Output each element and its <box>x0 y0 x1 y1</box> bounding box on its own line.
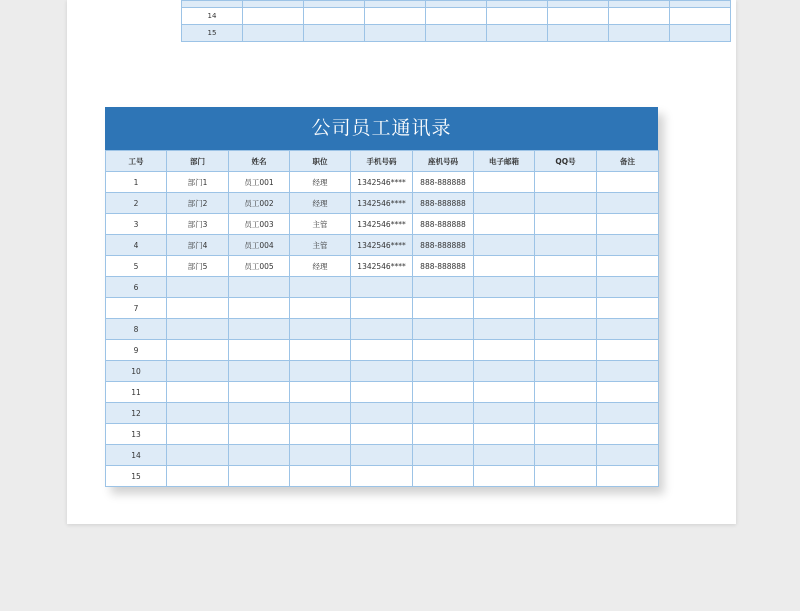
cell-mobile: 1342546**** <box>351 172 413 193</box>
cell-qq <box>535 298 597 319</box>
cell-phone <box>413 403 474 424</box>
cell-mobile: 1342546**** <box>351 193 413 214</box>
cell-role <box>290 319 351 340</box>
header-row <box>106 151 659 172</box>
cell-mobile: 1342546**** <box>351 256 413 277</box>
table-cell <box>670 8 731 25</box>
cell-note <box>597 319 659 340</box>
cell-id: 6 <box>106 277 167 298</box>
cell-email <box>474 382 535 403</box>
table-cell <box>243 25 304 42</box>
cell-note <box>597 172 659 193</box>
table-row <box>106 235 659 256</box>
cell-name <box>229 319 290 340</box>
cell-id: 12 <box>106 403 167 424</box>
cell-role <box>290 445 351 466</box>
cell-phone <box>413 445 474 466</box>
cell-dept: 部门1 <box>167 172 229 193</box>
cell-role <box>290 277 351 298</box>
cell-email <box>474 193 535 214</box>
table-row <box>106 319 659 340</box>
cell-qq <box>535 172 597 193</box>
cell-id: 13 <box>106 424 167 445</box>
table-cell <box>487 8 548 25</box>
cell-note <box>597 214 659 235</box>
table-cell <box>548 25 609 42</box>
cell-id: 9 <box>106 340 167 361</box>
cell-email <box>474 235 535 256</box>
cell-dept <box>167 382 229 403</box>
header-role: 职位 <box>290 151 351 172</box>
cell-id: 3 <box>106 214 167 235</box>
cell-role <box>290 361 351 382</box>
cell-dept <box>167 466 229 487</box>
table-cell <box>304 8 365 25</box>
table-row <box>106 361 659 382</box>
cell-email <box>474 256 535 277</box>
table-cell <box>365 8 426 25</box>
cell-dept <box>167 298 229 319</box>
cell-qq <box>535 445 597 466</box>
cell-mobile <box>351 319 413 340</box>
cell-name <box>229 277 290 298</box>
cell-role: 主管 <box>290 235 351 256</box>
cell-qq <box>535 403 597 424</box>
cell-phone <box>413 466 474 487</box>
header-phone: 座机号码 <box>413 151 474 172</box>
cell-mobile: 1342546**** <box>351 235 413 256</box>
cell-role: 经理 <box>290 193 351 214</box>
cell-note <box>597 403 659 424</box>
cell-role: 经理 <box>290 256 351 277</box>
table-cell <box>365 1 426 8</box>
header-mobile: 手机号码 <box>351 151 413 172</box>
table-cell <box>243 8 304 25</box>
table-row <box>106 277 659 298</box>
cell-id: 15 <box>106 466 167 487</box>
table-cell <box>548 8 609 25</box>
table-row <box>106 424 659 445</box>
cell-name <box>229 361 290 382</box>
cell-phone <box>413 319 474 340</box>
table-row <box>106 466 659 487</box>
cell-name <box>229 424 290 445</box>
cell-id: 4 <box>106 235 167 256</box>
table-cell <box>487 25 548 42</box>
cell-email <box>474 319 535 340</box>
table-row-cut <box>182 1 731 8</box>
cell-id: 7 <box>106 298 167 319</box>
header-name: 姓名 <box>229 151 290 172</box>
header-dept: 部门 <box>167 151 229 172</box>
cell-dept <box>167 424 229 445</box>
cell-id: 8 <box>106 319 167 340</box>
cell-id: 5 <box>106 256 167 277</box>
cell-qq <box>535 466 597 487</box>
cell-qq <box>535 424 597 445</box>
table-cell <box>243 1 304 8</box>
cell-note <box>597 256 659 277</box>
cell-email <box>474 466 535 487</box>
cell-phone: 888-888888 <box>413 256 474 277</box>
cell-id: 2 <box>106 193 167 214</box>
table-cell <box>426 25 487 42</box>
table-row <box>106 298 659 319</box>
table-row <box>182 25 731 42</box>
cell-qq <box>535 361 597 382</box>
cell-role <box>290 466 351 487</box>
table-cell <box>609 1 670 8</box>
cell-mobile <box>351 424 413 445</box>
cell-role <box>290 382 351 403</box>
header-id: 工号 <box>106 151 167 172</box>
table-row <box>106 340 659 361</box>
cell-dept: 部门2 <box>167 193 229 214</box>
cell-note <box>597 277 659 298</box>
cell-id: 10 <box>106 361 167 382</box>
table-row <box>106 445 659 466</box>
cell-qq <box>535 214 597 235</box>
header-note: 备注 <box>597 151 659 172</box>
cell-mobile <box>351 466 413 487</box>
contact-sheet <box>105 107 658 487</box>
table-row <box>106 193 659 214</box>
table-cell <box>548 1 609 8</box>
cell-phone: 888-888888 <box>413 193 474 214</box>
cell-mobile <box>351 298 413 319</box>
table-row <box>106 256 659 277</box>
table-cell <box>609 8 670 25</box>
header-qq: QQ号 <box>535 151 597 172</box>
cell-role <box>290 424 351 445</box>
cell-dept <box>167 445 229 466</box>
cell-qq <box>535 319 597 340</box>
cell-role: 经理 <box>290 172 351 193</box>
cell-dept <box>167 319 229 340</box>
table-cell <box>304 1 365 8</box>
cell-note <box>597 340 659 361</box>
cell-phone <box>413 277 474 298</box>
cell-qq <box>535 340 597 361</box>
table-cell <box>670 1 731 8</box>
cell-note <box>597 193 659 214</box>
table-cell <box>670 25 731 42</box>
cell-note <box>597 445 659 466</box>
cell-qq <box>535 235 597 256</box>
cell-name: 员工004 <box>229 235 290 256</box>
table-row <box>106 382 659 403</box>
cell-mobile: 1342546**** <box>351 214 413 235</box>
cell-dept <box>167 361 229 382</box>
table-row <box>106 214 659 235</box>
cell-role <box>290 298 351 319</box>
cell-email <box>474 445 535 466</box>
cell-phone <box>413 361 474 382</box>
cell-email <box>474 214 535 235</box>
cell-dept: 部门3 <box>167 214 229 235</box>
cell-mobile <box>351 445 413 466</box>
cell-name <box>229 403 290 424</box>
cell-note <box>597 382 659 403</box>
cell-note <box>597 466 659 487</box>
cell-name: 员工001 <box>229 172 290 193</box>
cell-name: 员工003 <box>229 214 290 235</box>
table-cell <box>487 1 548 8</box>
cell-phone <box>413 424 474 445</box>
cell-phone: 888-888888 <box>413 214 474 235</box>
cell-dept <box>167 340 229 361</box>
cell-email <box>474 277 535 298</box>
sheet-title: 公司员工通讯录 <box>105 107 658 150</box>
cell-mobile <box>351 361 413 382</box>
cell-role: 主管 <box>290 214 351 235</box>
cell-phone <box>413 382 474 403</box>
cell-email <box>474 424 535 445</box>
row-number-cell: 14 <box>182 8 243 25</box>
cell-note <box>597 235 659 256</box>
contact-table <box>105 150 659 487</box>
cell-phone <box>413 340 474 361</box>
cell-phone: 888-888888 <box>413 235 474 256</box>
cell-qq <box>535 193 597 214</box>
partial-table-above <box>181 0 731 42</box>
cell-email <box>474 403 535 424</box>
cell-name: 员工005 <box>229 256 290 277</box>
cell-id: 14 <box>106 445 167 466</box>
cell-phone <box>413 298 474 319</box>
cell-phone: 888-888888 <box>413 172 474 193</box>
cell-name <box>229 445 290 466</box>
table-cell <box>426 8 487 25</box>
cell-note <box>597 298 659 319</box>
cell-mobile <box>351 340 413 361</box>
cell-role <box>290 403 351 424</box>
cell-name <box>229 382 290 403</box>
table-cell <box>609 25 670 42</box>
cell-name <box>229 466 290 487</box>
cell-mobile <box>351 277 413 298</box>
table-row <box>106 172 659 193</box>
cell-id: 11 <box>106 382 167 403</box>
cell-dept: 部门5 <box>167 256 229 277</box>
table-row <box>106 403 659 424</box>
cell-dept <box>167 277 229 298</box>
cell-name <box>229 340 290 361</box>
table-cell <box>426 1 487 8</box>
cell-note <box>597 361 659 382</box>
cell-email <box>474 298 535 319</box>
cell-qq <box>535 256 597 277</box>
cell-email <box>474 340 535 361</box>
cell-qq <box>535 277 597 298</box>
table-cell <box>304 25 365 42</box>
table-cell <box>182 1 243 8</box>
cell-name: 员工002 <box>229 193 290 214</box>
cell-email <box>474 172 535 193</box>
cell-name <box>229 298 290 319</box>
header-email: 电子邮箱 <box>474 151 535 172</box>
cell-id: 1 <box>106 172 167 193</box>
cell-mobile <box>351 382 413 403</box>
cell-email <box>474 361 535 382</box>
cell-dept <box>167 403 229 424</box>
cell-note <box>597 424 659 445</box>
row-number-cell: 15 <box>182 25 243 42</box>
table-cell <box>365 25 426 42</box>
table-row <box>182 8 731 25</box>
cell-mobile <box>351 403 413 424</box>
cell-qq <box>535 382 597 403</box>
cell-dept: 部门4 <box>167 235 229 256</box>
cell-role <box>290 340 351 361</box>
